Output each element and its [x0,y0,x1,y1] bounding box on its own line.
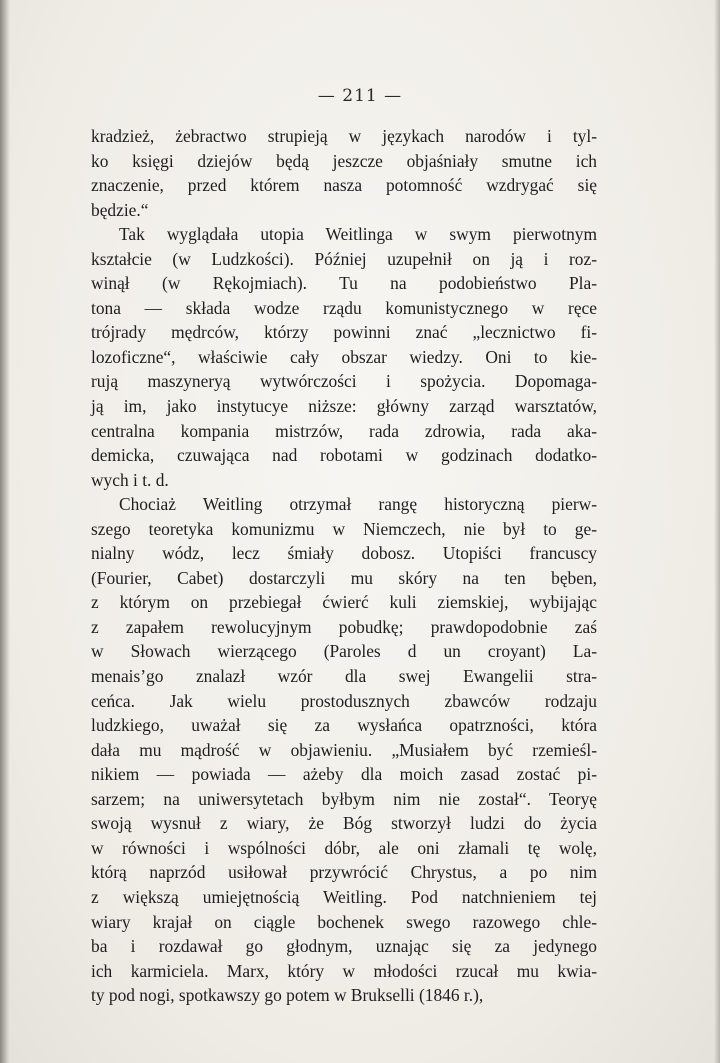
text-line: centralna kompania mistrzów, rada zdrowia, rada aka- [91,420,597,441]
text-line: demicka, czuwająca nad robotami w godzinach dodatko- [91,445,597,466]
page-number: — 211 — [317,86,403,106]
text-line: w równości i wspólności dóbr, ale oni złamali tę wolę, [91,837,597,858]
text-line: trójrady mędrców, którzy powinni znać „lecznictwo fi- [91,322,597,343]
text-line: ją im, jako instytucye niższe: główny zarząd warsztatów, [91,396,597,417]
text-line: ceńca. Jak wielu prostodusznych zbawców rodzaju [91,690,597,711]
text-line: którą naprzód usiłował przywrócić Chrystus, a po nim [91,862,597,883]
text-line: ko księgi dziejów będą jeszcze objaśniały smutne ich [91,150,597,171]
text-line: ba i rozdawał go głodnym, uznając się za jedynego [91,936,597,957]
page-edge-left [0,0,10,1063]
text-line: z którym on przebiegał ćwierć kuli ziemskiej, wybijając [91,592,597,613]
text-line: nikiem — powiada — ażeby dla moich zasad zostać pi- [91,764,597,785]
text-line: rują maszyneryą wytwórczości i spożycia. Dopomaga- [91,371,597,392]
text-line: (Fourier, Cabet) dostarczyli mu skóry na ten bęben, [91,567,597,588]
text-line: Tak wyglądała utopia Weitlinga w swym pierwotnym [119,224,597,245]
text-line: ich karmiciela. Marx, który w młodości rzucał mu kwia- [91,960,597,981]
text-line: ludzkiego, uważał się za wysłańca opatrzności, która [91,715,597,736]
text-line: znaczenie, przed którem nasza potomność wzdrygać się [91,175,597,196]
text-line: z zapałem rewolucyjnym pobudkę; prawdopodobnie zaś [91,616,597,637]
text-line: swoją wysnuł z wiary, że Bóg stworzył ludzi do życia [91,813,597,834]
text-line: w Słowach wierzącego (Paroles d un croyant) La- [91,641,597,662]
text-line: szego teoretyka komunizmu w Niemczech, nie był to ge- [91,518,597,539]
text-line: będzie.“ [91,199,149,220]
text-line: menais’go znalazł wzór dla swej Ewangelii stra- [91,666,597,687]
text-line: lozoficzne“, właściwie cały obszar wiedzy. Oni to kie- [91,346,597,367]
text-line: kształcie (w Ludzkości). Później uzupełnił on ją i roz- [91,248,597,269]
text-line: tona — składa wodze rządu komunistycznego w ręce [91,297,597,318]
page-edge-right [714,0,720,1063]
body-text [91,124,597,1008]
text-line: wiary krajał on ciągle bochenek swego razowego chle- [91,911,597,932]
text-line: wych i t. d. [91,469,169,490]
text-line: dała mu mądrość w objawieniu. „Musiałem być rzemieśl- [91,739,597,760]
text-line: sarzem; na uniwersytetach byłbym nim nie został“. Teoryę [91,788,597,809]
text-line: Chociaż Weitling otrzymał rangę historyczną pierw- [119,494,597,515]
text-line: kradzież, żebractwo strupieją w językach narodów i tyl- [91,126,597,146]
text-line: nialny wódz, lecz śmiały dobosz. Utopiści francuscy [91,543,597,564]
text-line: z większą umiejętnością Weitling. Pod natchnieniem tej [91,886,597,907]
text-line: winął (w Rękojmiach). Tu na podobieństwo Pla- [91,273,597,294]
text-line: ty pod nogi, spotkawszy go potem w Brukselli (1846 r.), [91,985,484,1006]
